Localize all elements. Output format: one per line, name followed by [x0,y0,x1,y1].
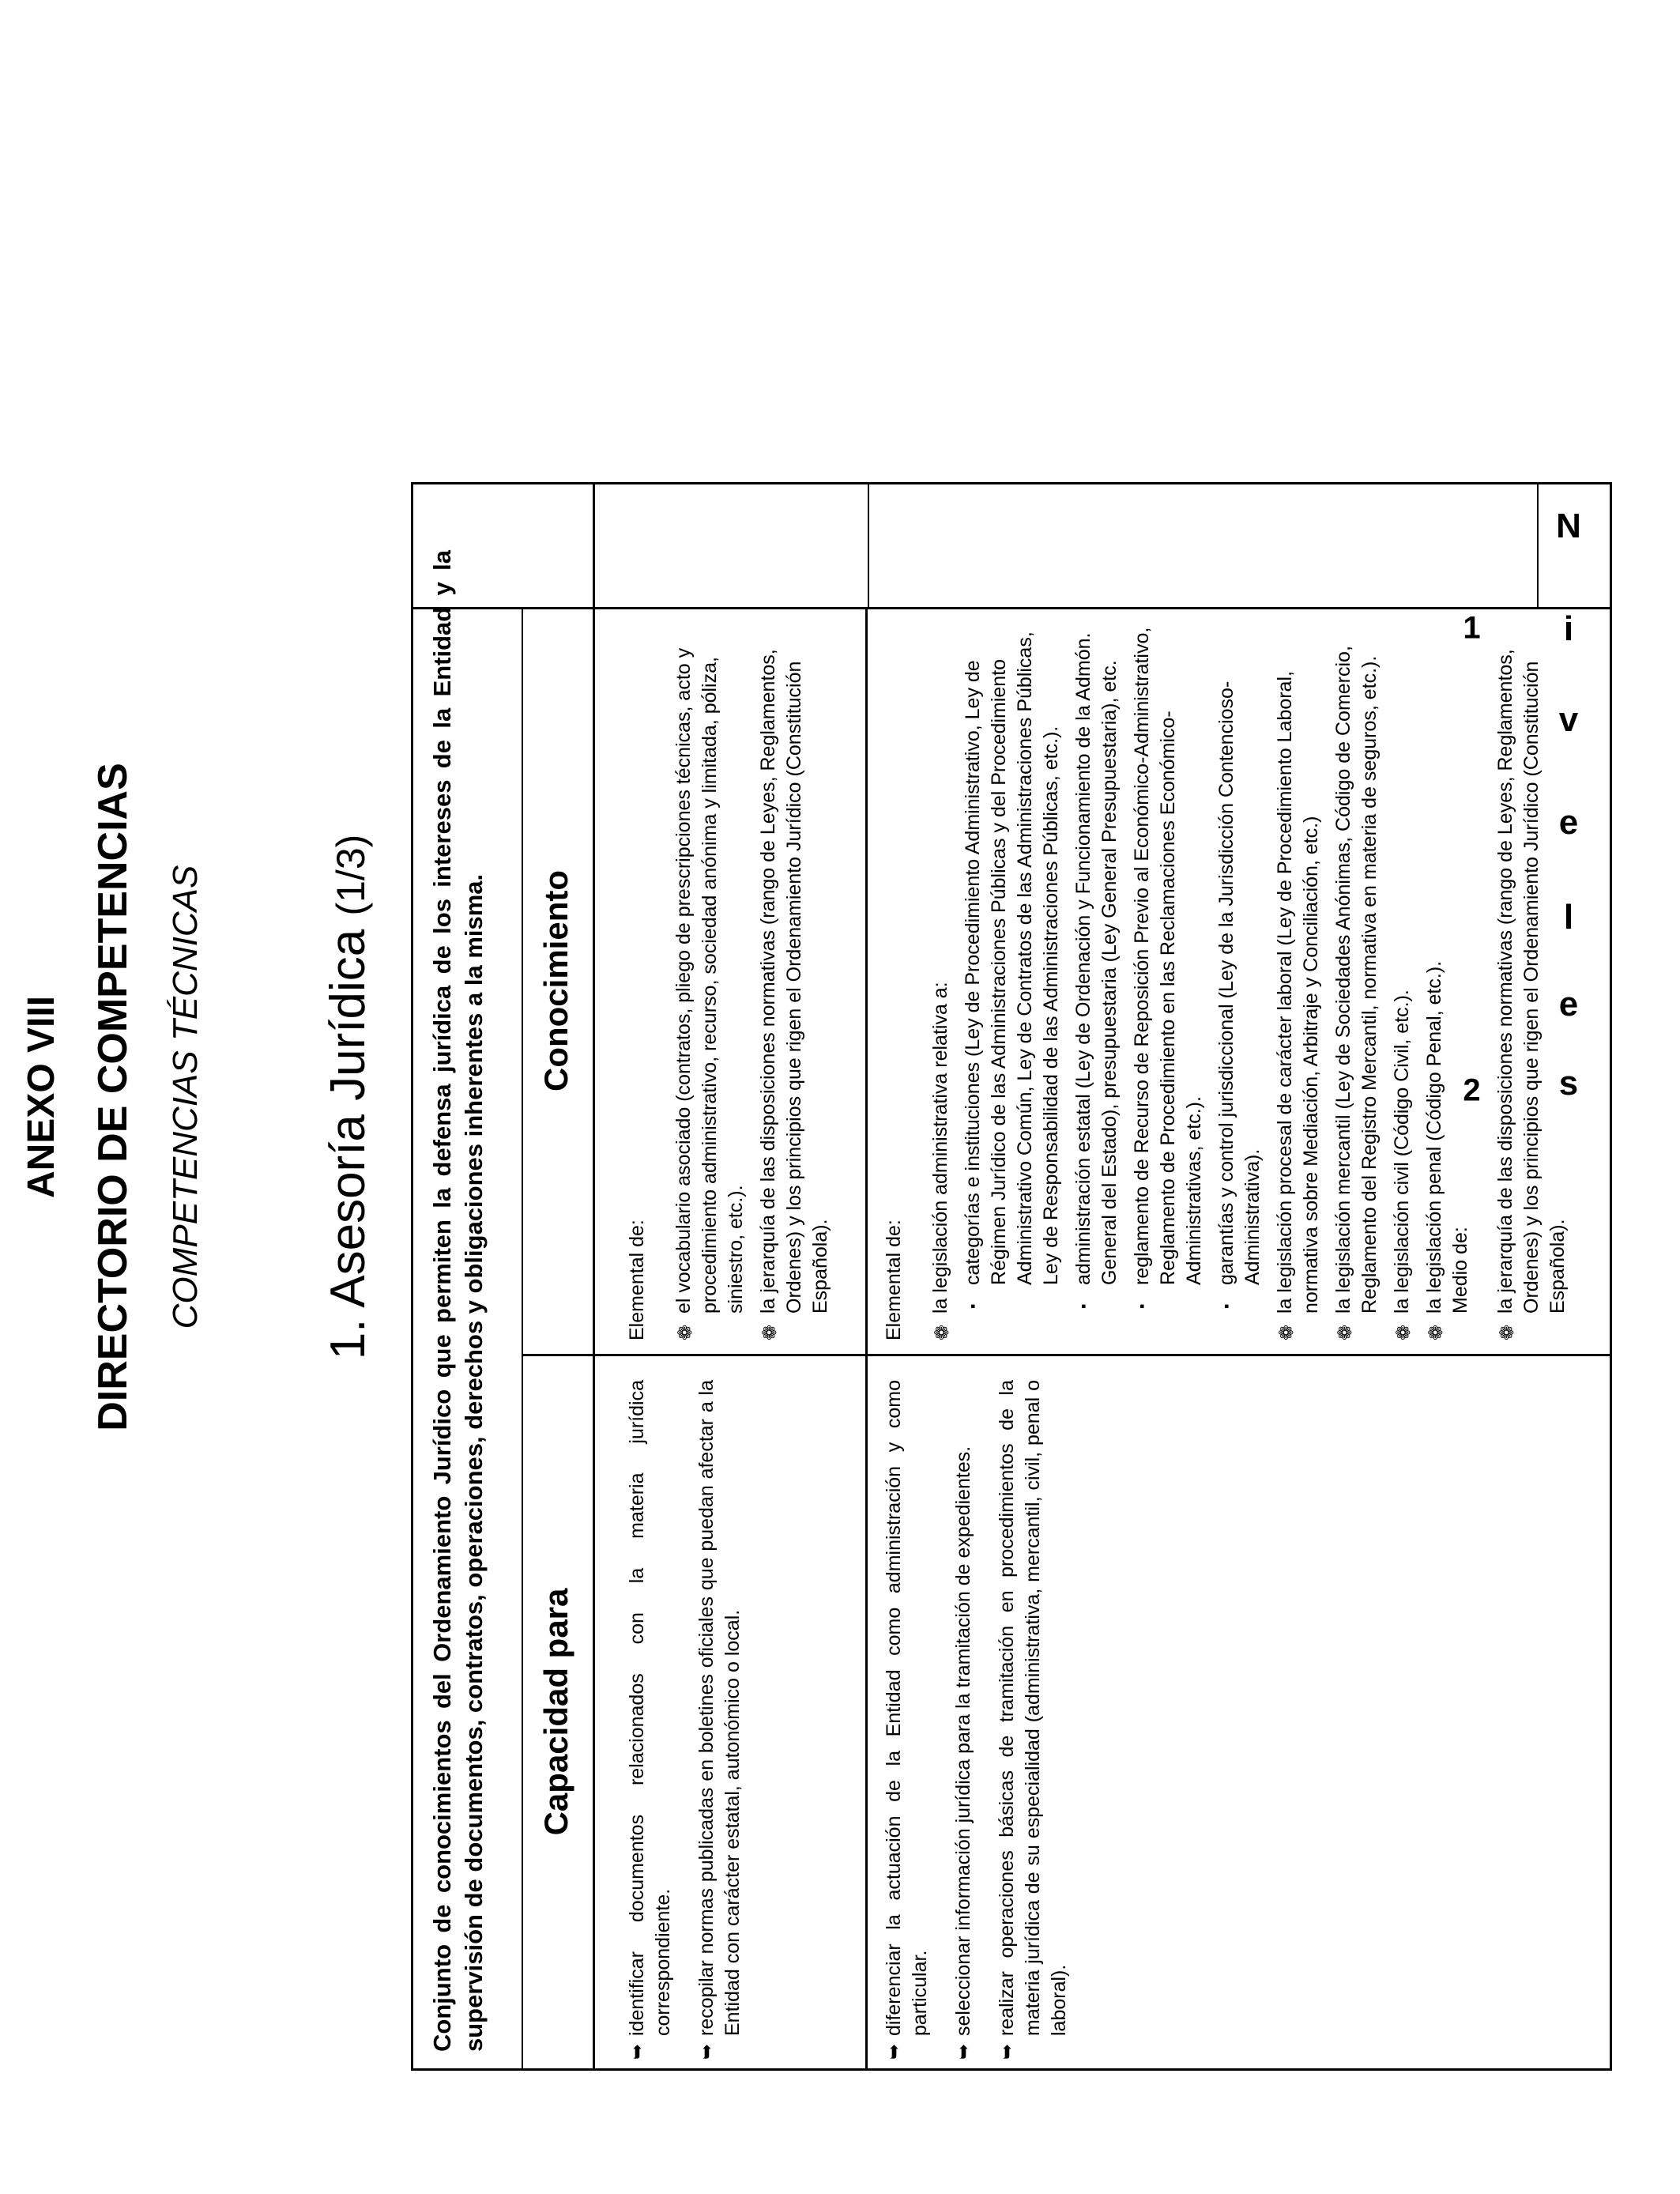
knowledge-subitem [960,613,1064,1340]
arrow-bullet-icon: ➥ [883,2043,905,2060]
knowledge-subitem-text: reglamento de Recurso de Reposición Previo al Económico-Administrativo, Reglamento de Procedimiento en las Reclamaciones Económico-Administrativas, etc.). [1131,627,1205,1285]
knowledge-item [928,613,954,1340]
capacity-item [951,1380,977,2060]
knowledge-item [1389,613,1415,1340]
capacity-item [994,1380,1072,2060]
directory-title: DIRECTORIO DE COMPETENCIAS [90,763,136,1431]
knowledge-item [671,613,749,1340]
knowledge-subitem [1071,613,1123,1340]
square-bullet-icon: ▪ [1134,1303,1150,1309]
definition-separator [522,609,523,2071]
knowledge-subitem-text: administración estatal (Ley de Ordenación y Funcionamiento de la Admón. General del Estado), presupuestaria (Ley General Presupuestaria), etc. [1072,632,1121,1285]
levels-column-separator [411,607,1612,609]
flower-bullet-icon: ❁ [1426,1324,1447,1340]
knowledge-subitem [1214,613,1266,1340]
knowledge-item-text: la legislación civil (Código Civil, etc.). [1391,990,1413,1314]
knowledge-item [1422,613,1448,1340]
capacity-item-text: recopilar normas publicadas en boletines oficiales que puedan afectar a la Entidad con carácter estatal, autonómico o local. [695,1380,744,2036]
level-row-separator-short [868,483,869,609]
capacity-item-text: realizar operaciones básicas de tramitación en procedimientos de la materia jurídica de su especialidad (administrativa, mercantil, civil, penal o laboral). [996,1380,1070,2036]
capacity-item [881,1380,933,2060]
knowledge-item [1272,613,1324,1340]
level-2-knowledge-cell [881,613,1577,1340]
knowledge-item [1493,613,1571,1340]
knowledge-item [1331,613,1383,1340]
capacity-item [694,1380,746,2060]
knowledge-item-text: la legislación penal (Código Penal, etc.). [1423,960,1445,1314]
knowledge-item-text: el vocabulario asociado (contratos, pliego de prescripciones técnicas, acto y procedimiento administrativo, recurso, sociedad anónima y limitada, póliza, siniestro, etc.). [672,647,747,1314]
knowledge-item-text: la jerarquía de las disposiciones normativas (rango de Leyes, Reglamentos, Ordenes) y los principios que rigen el Ordenamiento Jurídico (Constitución Española). [757,649,831,1314]
level-2-capacity-cell [881,1380,1090,2060]
capacity-item [624,1380,676,2060]
knowledge-item-text: la legislación mercantil (Ley de Sociedades Anónimas, Código de Comercio, Reglamento del Registro Mercantil, normativa en materia de seguros, etc.). [1332,646,1381,1314]
competency-title [320,0,376,2194]
knowledge-item-text: la legislación procesal de carácter laboral (Ley de Procedimiento Laboral, normativa sobre Mediación, Arbitraje y Conciliación, etc.) [1274,671,1322,1314]
column-separator [522,1354,1612,1356]
levels-letter: i [1563,609,1574,648]
levels-letter: v [1558,700,1579,739]
levels-letter: s [1558,1064,1579,1103]
flower-bullet-icon: ❁ [1335,1324,1356,1340]
knowledge-heading: Elemental de: [626,1220,648,1340]
level-row-separator [865,609,868,2071]
level-number: 2 [1463,1072,1481,1108]
knowledge-item-text: la legislación administrativa relativa a: [929,982,951,1314]
levels-letter: e [1558,985,1579,1023]
level-number: 1 [1463,610,1481,646]
square-bullet-icon: ▪ [1075,1303,1091,1309]
table-bottom-border [1610,482,1612,2071]
flower-bullet-icon: ❁ [675,1324,696,1340]
knowledge-column-header: Conocimiento [537,870,574,1091]
section-subtitle: COMPETENCIAS TÉCNICAS [166,865,205,1329]
arrow-bullet-icon: ➥ [996,2043,1018,2060]
knowledge-item-text: la jerarquía de las disposiciones normativas (rango de Leyes, Reglamentos, Ordenes) y los principios que rigen el Ordenamiento Jurídico (Constitución Española). [1494,649,1569,1314]
flower-bullet-icon: ❁ [1393,1324,1414,1340]
knowledge-item [755,613,834,1340]
knowledge-subitem-text: garantías y control jurisdiccional (Ley de la Jurisdicción Contencioso-Administrativa). [1215,680,1264,1285]
levels-number-separator [1537,483,1539,609]
competency-number: 1. [321,1318,375,1360]
competency-part: (1/3) [329,834,373,916]
levels-letter: l [1563,898,1574,937]
square-bullet-icon: ▪ [1219,1303,1234,1309]
flower-bullet-icon: ❁ [932,1324,953,1340]
knowledge-heading: Elemental de: [883,1220,905,1340]
levels-letter: N [1556,507,1581,545]
annex-title: ANEXO VIII [21,995,62,1199]
capacity-item-text: diferenciar la actuación de la Entidad como administración y como particular. [883,1380,931,2036]
header-separator [593,482,595,2071]
competency-definition: Conjunto de conocimientos del Ordenamiento Jurídico que permiten la defensa jurídica de los intereses de la Entidad y la supervisión de documentos, contratos, operaciones, derechos y obligaciones inherentes a la misma. [428,550,488,2052]
flower-bullet-icon: ❁ [1276,1324,1298,1340]
level-1-knowledge-cell [624,613,840,1340]
capacity-item-text: seleccionar información jurídica para la tramitación de expedientes. [952,1446,974,2036]
arrow-bullet-icon: ➥ [953,2043,974,2060]
arrow-bullet-icon: ➥ [627,2043,648,2060]
level-1-capacity-cell [624,1380,763,2060]
flower-bullet-icon: ❁ [759,1324,781,1340]
table-left-border [411,2068,1612,2071]
competency-name: Asesoría Jurídica [321,929,375,1308]
capacity-column-header: Capacidad para [537,1588,574,1836]
table-right-border [411,482,1612,484]
capacity-item-text: identificar documentos relacionados con la materia jurídica correspondiente. [626,1380,674,2036]
levels-letter: e [1558,803,1579,842]
square-bullet-icon: ▪ [965,1303,981,1309]
arrow-bullet-icon: ➥ [696,2043,718,2060]
flower-bullet-icon: ❁ [1497,1324,1518,1340]
table-top-border [411,482,413,2071]
knowledge-subitem [1129,613,1207,1340]
knowledge-heading-medium: Medio de: [1449,1227,1471,1314]
knowledge-subitem-text: categorías e instituciones (Ley de Procedimiento Administrativo, Ley de Régimen Jurídico de las Administraciones Públicas y del Procedimiento Administrativo Común, Ley de Contratos de las Administraciones Públicas, Ley de Responsabilidad de las Administraciones Públicas, etc.). [962,631,1062,1285]
